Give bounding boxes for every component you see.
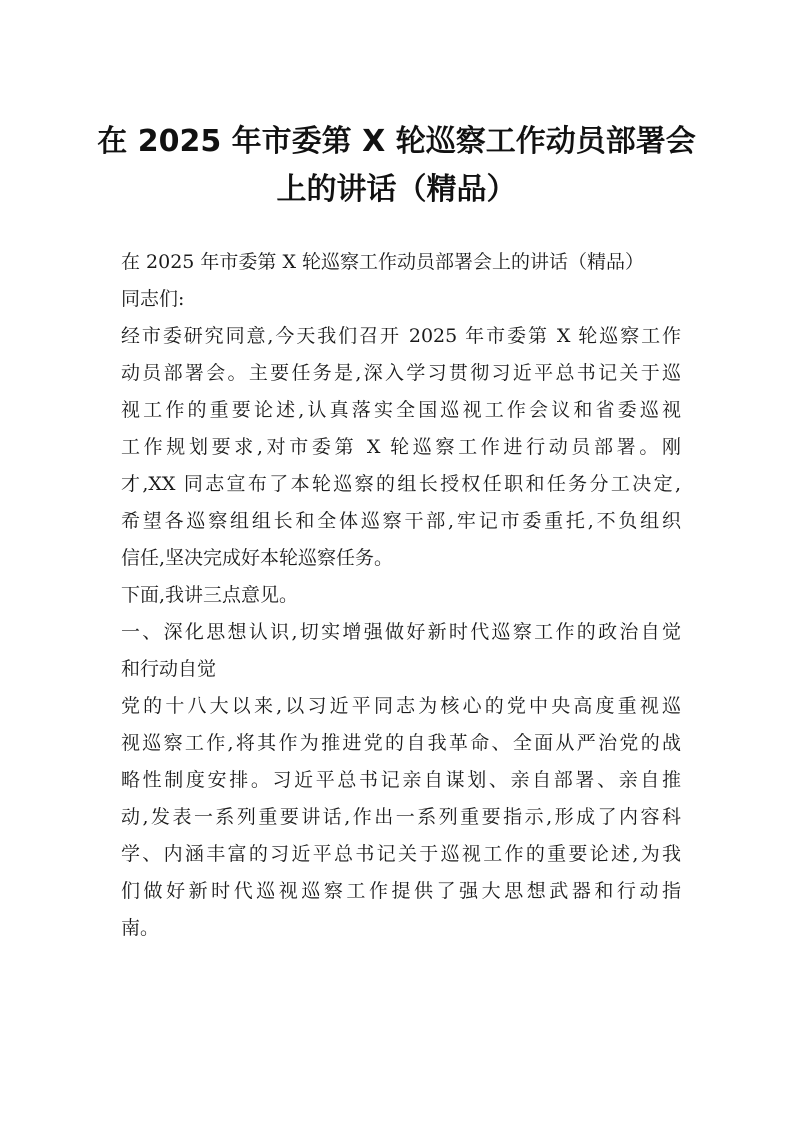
paragraph-line: 南。: [121, 917, 160, 939]
document-title: [90, 118, 703, 214]
paragraph-line: 经市委研究同意,今天我们召开 2025 年市委第 X 轮巡察工作: [121, 325, 681, 347]
section-heading-line: 和行动自觉: [121, 658, 217, 680]
section-heading-line: 一、深化思想认识,切实增强做好新时代巡察工作的政治自觉: [121, 621, 681, 643]
paragraph-line: 党的十八大以来,以习近平同志为核心的党中央高度重视巡: [121, 695, 681, 717]
paragraph-line: 视工作的重要论述,认真落实全国巡视工作会议和省委巡视: [121, 399, 681, 421]
title-line-2: 上的讲话（精品）: [276, 172, 517, 207]
paragraph-line: 希望各巡察组组长和全体巡察干部,牢记市委重托,不负组织: [121, 510, 681, 532]
paragraph-line: 视巡察工作,将其作为推进党的自我革命、全面从严治党的战: [121, 732, 681, 754]
paragraph-line: 略性制度安排。习近平总书记亲自谋划、亲自部署、亲自推: [121, 769, 681, 791]
paragraph-line: 信任,坚决完成好本轮巡察任务。: [121, 547, 394, 569]
paragraph-line: 工作规划要求,对市委第 X 轮巡察工作进行动员部署。刚: [121, 436, 681, 458]
paragraph-line: 学、内涵丰富的习近平总书记关于巡视工作的重要论述,为我: [121, 843, 681, 865]
document-body: [121, 244, 681, 947]
salutation-line: 同志们:: [121, 288, 185, 310]
title-line-1: 在 2025 年市委第 X 轮巡察工作动员部署会: [97, 124, 696, 159]
paragraph-line: 动,发表一系列重要讲话,作出一系列重要指示,形成了内容科: [121, 806, 681, 828]
subtitle-line: 在 2025 年市委第 X 轮巡察工作动员部署会上的讲话（精品）: [121, 251, 645, 273]
paragraph-line: 才,XX 同志宣布了本轮巡察的组长授权任职和任务分工决定,: [121, 473, 681, 495]
paragraph-line: 们做好新时代巡视巡察工作提供了强大思想武器和行动指: [121, 880, 681, 902]
paragraph-line: 动员部署会。主要任务是,深入学习贯彻习近平总书记关于巡: [121, 362, 681, 384]
paragraph-line: 下面,我讲三点意见。: [121, 584, 299, 606]
